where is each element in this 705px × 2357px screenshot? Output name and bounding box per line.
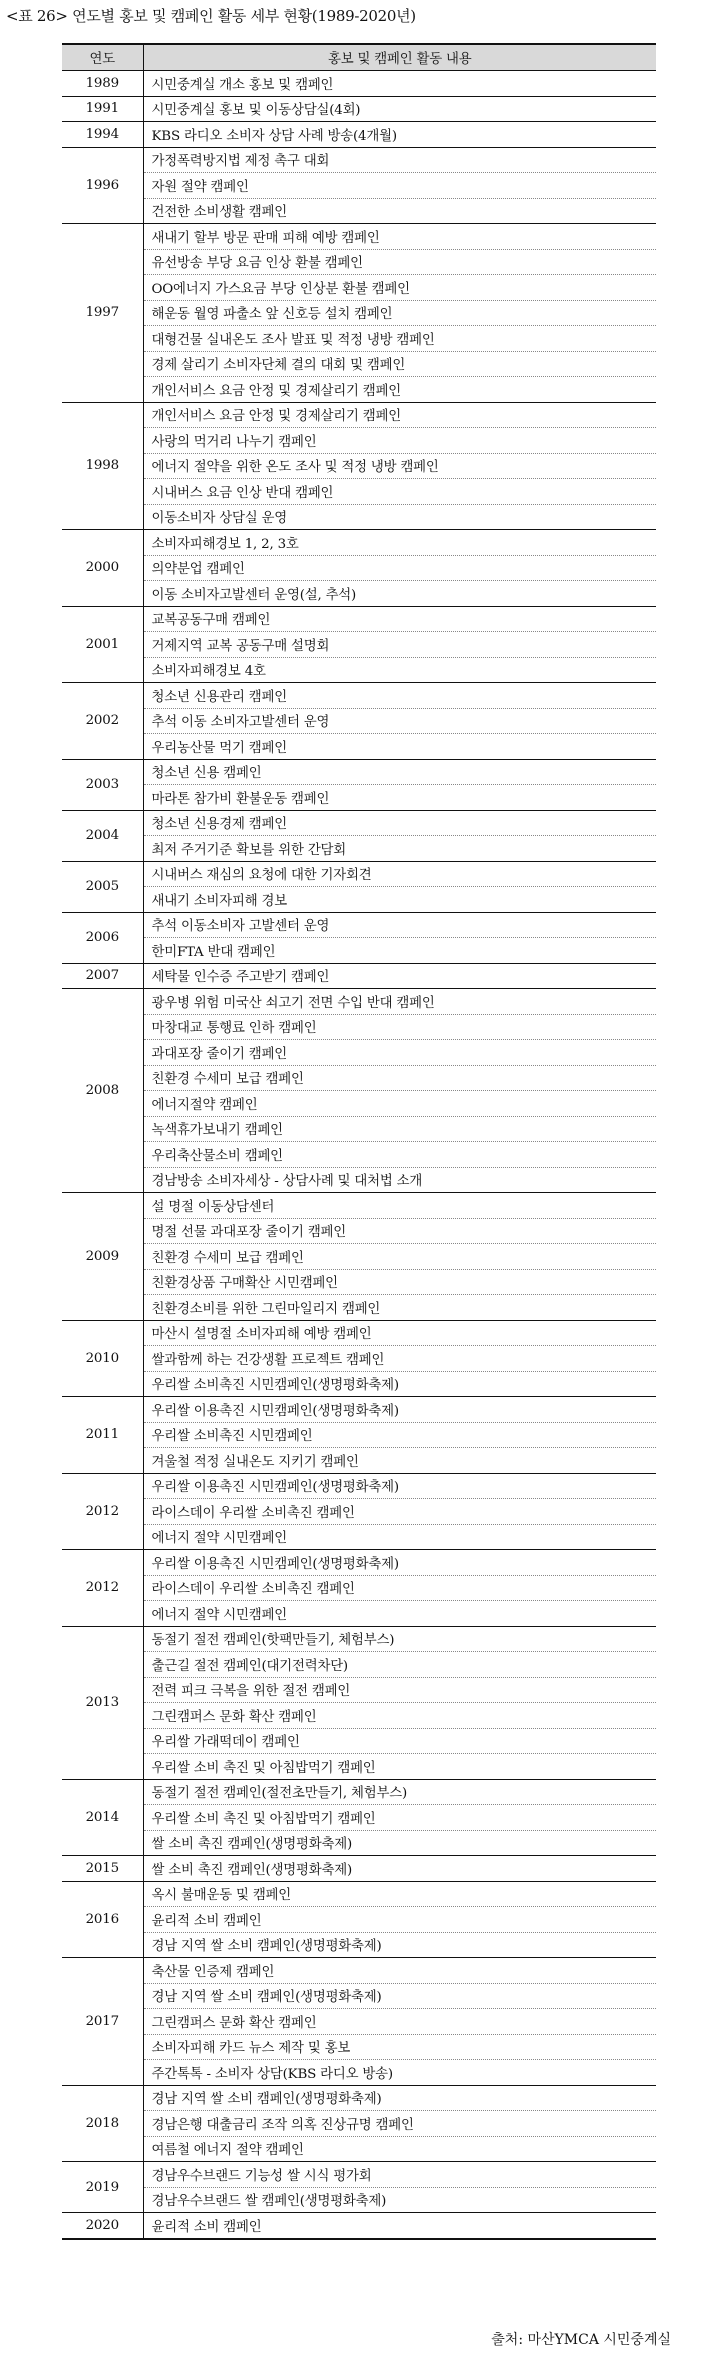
activity-cell: 경제 살리기 소비자단체 결의 대회 및 캠페인 [143, 351, 656, 377]
activity-cell: 녹색휴가보내기 캠페인 [143, 1116, 656, 1142]
table-row [62, 2060, 656, 2086]
activity-cell: 우리쌀 소비촉진 시민캠페인 [143, 1422, 656, 1448]
table-row [62, 1422, 656, 1448]
year-cell: 1996 [62, 147, 143, 224]
activity-cell: 거제지역 교복 공동구매 설명회 [143, 632, 656, 658]
table-row [62, 1473, 656, 1499]
table-row [62, 326, 656, 352]
activity-cell: 건전한 소비생활 캠페인 [143, 198, 656, 224]
table-row [62, 989, 656, 1015]
activity-cell: 경남방송 소비자세상 - 상담사례 및 대처법 소개 [143, 1167, 656, 1193]
year-cell: 1998 [62, 402, 143, 530]
table-row [62, 96, 656, 122]
activity-cell: 대형건물 실내온도 조사 발표 및 적정 냉방 캠페인 [143, 326, 656, 352]
year-cell: 1997 [62, 224, 143, 403]
table-row [62, 2213, 656, 2239]
table-row [62, 402, 656, 428]
activity-cell: 주간톡톡 - 소비자 상담(KBS 라디오 방송) [143, 2060, 656, 2086]
year-cell: 2016 [62, 1881, 143, 1958]
table-row [62, 1907, 656, 1933]
activity-cell: 우리축산물소비 캠페인 [143, 1142, 656, 1168]
table-row [62, 2111, 656, 2137]
table-row [62, 1397, 656, 1423]
table-row [62, 300, 656, 326]
table-row [62, 734, 656, 760]
activity-cell: 유선방송 부당 요금 인상 환불 캠페인 [143, 249, 656, 275]
activity-cell: 마산시 설명절 소비자피해 예방 캠페인 [143, 1320, 656, 1346]
activity-cell: 그린캠퍼스 문화 확산 캠페인 [143, 2009, 656, 2035]
year-cell: 2017 [62, 1958, 143, 2086]
activity-cell: 출근길 절전 캠페인(대기전력차단) [143, 1652, 656, 1678]
activity-cell: 우리농산물 먹기 캠페인 [143, 734, 656, 760]
table-row [62, 1550, 656, 1576]
year-cell: 2009 [62, 1193, 143, 1321]
activity-cell: 최저 주거기준 확보를 위한 간담회 [143, 836, 656, 862]
table-row [62, 1167, 656, 1193]
table-row [62, 1346, 656, 1372]
table-row [62, 963, 656, 989]
activity-cell: 윤리적 소비 캠페인 [143, 2213, 656, 2239]
table-row [62, 428, 656, 454]
table-row [62, 1932, 656, 1958]
table-row [62, 632, 656, 658]
table-row [62, 1575, 656, 1601]
activity-cell: 여름철 에너지 절약 캠페인 [143, 2136, 656, 2162]
activity-cell: 경남은행 대출금리 조작 의혹 진상규명 캠페인 [143, 2111, 656, 2137]
table-row [62, 2034, 656, 2060]
table-row [62, 1499, 656, 1525]
activity-cell: 그린캠퍼스 문화 확산 캠페인 [143, 1703, 656, 1729]
activity-cell: 친환경 수세미 보급 캠페인 [143, 1065, 656, 1091]
table-row [62, 1881, 656, 1907]
table-row [62, 2009, 656, 2035]
table-row [62, 1677, 656, 1703]
table-row [62, 1142, 656, 1168]
table-row [62, 1626, 656, 1652]
table-row [62, 2162, 656, 2188]
year-cell: 2011 [62, 1397, 143, 1474]
table-row [62, 836, 656, 862]
activity-cell: 시민중계실 홍보 및 이동상담실(4회) [143, 96, 656, 122]
table-row [62, 504, 656, 530]
table-row [62, 2187, 656, 2213]
activity-cell: 청소년 신용 캠페인 [143, 759, 656, 785]
year-cell: 2018 [62, 2085, 143, 2162]
table-row [62, 275, 656, 301]
year-cell: 2010 [62, 1320, 143, 1397]
table-row [62, 351, 656, 377]
table-row [62, 2085, 656, 2111]
activity-cell: 청소년 신용관리 캠페인 [143, 683, 656, 709]
year-cell: 2001 [62, 606, 143, 683]
activity-cell: 마창대교 통행료 인하 캠페인 [143, 1014, 656, 1040]
year-cell: 1991 [62, 96, 143, 122]
table-row [62, 1524, 656, 1550]
activity-cell: 라이스데이 우리쌀 소비촉진 캠페인 [143, 1575, 656, 1601]
activity-cell: 추석 이동소비자 고발센터 운영 [143, 912, 656, 938]
activity-column-header: 홍보 및 캠페인 활동 내용 [143, 44, 656, 71]
table-row [62, 606, 656, 632]
table-row [62, 1601, 656, 1627]
table-row [62, 759, 656, 785]
table-row [62, 173, 656, 199]
year-cell: 2003 [62, 759, 143, 810]
table-row [62, 1652, 656, 1678]
activity-cell: 새내기 할부 방문 판매 피해 예방 캠페인 [143, 224, 656, 250]
activity-cell: 청소년 신용경제 캠페인 [143, 810, 656, 836]
table-row [62, 581, 656, 607]
activity-cell: 해운동 월영 파출소 앞 신호등 설치 캠페인 [143, 300, 656, 326]
table-row [62, 1040, 656, 1066]
table-row [62, 938, 656, 964]
activity-cell: 마라톤 참가비 환불운동 캠페인 [143, 785, 656, 811]
table-row [62, 479, 656, 505]
activity-cell: 새내기 소비자피해 경보 [143, 887, 656, 913]
table-row [62, 530, 656, 556]
activity-cell: 개인서비스 요금 안정 및 경제살리기 캠페인 [143, 377, 656, 403]
activity-cell: 우리쌀 이용촉진 시민캠페인(생명평화축제) [143, 1550, 656, 1576]
activity-cell: 시민중계실 개소 홍보 및 캠페인 [143, 71, 656, 97]
activity-cell: 경남 지역 쌀 소비 캠페인(생명평화축제) [143, 2085, 656, 2111]
table-row [62, 453, 656, 479]
table-row [62, 1958, 656, 1984]
activity-cell: 전력 피크 극복을 위한 절전 캠페인 [143, 1677, 656, 1703]
activity-cell: 소비자피해경보 1, 2, 3호 [143, 530, 656, 556]
activity-cell: 우리쌀 가래떡데이 캠페인 [143, 1728, 656, 1754]
activity-cell: 광우병 위험 미국산 쇠고기 전면 수입 반대 캠페인 [143, 989, 656, 1015]
activity-cell: 겨울철 적정 실내온도 지키기 캠페인 [143, 1448, 656, 1474]
activity-cell: 친환경소비를 위한 그린마일리지 캠페인 [143, 1295, 656, 1321]
table-row [62, 1371, 656, 1397]
table-row [62, 71, 656, 97]
activity-cell: 쌀 소비 촉진 캠페인(생명평화축제) [143, 1830, 656, 1856]
activity-cell: 세탁물 인수증 주고받기 캠페인 [143, 963, 656, 989]
activity-cell: 교복공동구매 캠페인 [143, 606, 656, 632]
table-row [62, 555, 656, 581]
year-cell: 2006 [62, 912, 143, 963]
activity-table [62, 43, 656, 2240]
table-caption: <표 26> 연도별 홍보 및 캠페인 활동 세부 현황(1989-2020년) [6, 7, 416, 25]
year-cell: 2012 [62, 1473, 143, 1550]
activity-cell: 사랑의 먹거리 나누기 캠페인 [143, 428, 656, 454]
activity-cell: 소비자피해 카드 뉴스 제작 및 홍보 [143, 2034, 656, 2060]
table-row [62, 249, 656, 275]
table-row [62, 1983, 656, 2009]
year-cell: 2007 [62, 963, 143, 989]
year-cell: 2000 [62, 530, 143, 607]
activity-cell: 옥시 불매운동 및 캠페인 [143, 1881, 656, 1907]
table-row [62, 657, 656, 683]
activity-cell: 라이스데이 우리쌀 소비촉진 캠페인 [143, 1499, 656, 1525]
table-row [62, 147, 656, 173]
activity-cell: 경남우수브랜드 기능성 쌀 시식 평가회 [143, 2162, 656, 2188]
table-row [62, 785, 656, 811]
activity-cell: 개인서비스 요금 안정 및 경제살리기 캠페인 [143, 402, 656, 428]
year-cell: 2002 [62, 683, 143, 760]
table-row [62, 377, 656, 403]
activity-cell: 한미FTA 반대 캠페인 [143, 938, 656, 964]
activity-cell: 에너지 절약을 위한 온도 조사 및 적정 냉방 캠페인 [143, 453, 656, 479]
year-cell: 2004 [62, 810, 143, 861]
activity-cell: 우리쌀 이용촉진 시민캠페인(생명평화축제) [143, 1397, 656, 1423]
table-row [62, 1728, 656, 1754]
activity-cell: 의약분업 캠페인 [143, 555, 656, 581]
table-row [62, 1754, 656, 1780]
table-row [62, 683, 656, 709]
year-cell: 1994 [62, 122, 143, 148]
table-row [62, 1779, 656, 1805]
activity-cell: 시내버스 요금 인상 반대 캠페인 [143, 479, 656, 505]
table-body [62, 71, 656, 2239]
table-row [62, 2136, 656, 2162]
table-row [62, 122, 656, 148]
table-row [62, 1448, 656, 1474]
table-row [62, 1193, 656, 1219]
activity-cell: 우리쌀 소비촉진 시민캠페인(생명평화축제) [143, 1371, 656, 1397]
year-cell: 2013 [62, 1626, 143, 1779]
table-row [62, 224, 656, 250]
activity-cell: 축산물 인증제 캠페인 [143, 1958, 656, 1984]
activity-cell: KBS 라디오 소비자 상담 사례 방송(4개월) [143, 122, 656, 148]
table-row [62, 1830, 656, 1856]
table-row [62, 912, 656, 938]
table-row [62, 1320, 656, 1346]
activity-cell: 추석 이동 소비자고발센터 운영 [143, 708, 656, 734]
activity-cell: 윤리적 소비 캠페인 [143, 1907, 656, 1933]
table-row [62, 1269, 656, 1295]
table-row [62, 861, 656, 887]
year-cell: 2008 [62, 989, 143, 1193]
year-cell: 2005 [62, 861, 143, 912]
year-cell: 2019 [62, 2162, 143, 2213]
activity-cell: 쌀과함께 하는 건강생활 프로젝트 캠페인 [143, 1346, 656, 1372]
activity-cell: 과대포장 줄이기 캠페인 [143, 1040, 656, 1066]
activity-cell: 쌀 소비 촉진 캠페인(생명평화축제) [143, 1856, 656, 1882]
table-row [62, 1703, 656, 1729]
table-row [62, 887, 656, 913]
table-row [62, 1014, 656, 1040]
activity-cell: 이동소비자 상담실 운영 [143, 504, 656, 530]
activity-cell: 동절기 절전 캠페인(핫팩만들기, 체험부스) [143, 1626, 656, 1652]
table-header-row [62, 44, 656, 71]
table-row [62, 1065, 656, 1091]
table-row [62, 1091, 656, 1117]
activity-cell: 경남 지역 쌀 소비 캠페인(생명평화축제) [143, 1983, 656, 2009]
table-row [62, 1295, 656, 1321]
activity-cell: 에너지 절약 시민캠페인 [143, 1524, 656, 1550]
activity-cell: 에너지 절약 시민캠페인 [143, 1601, 656, 1627]
activity-cell: OO에너지 가스요금 부당 인상분 환불 캠페인 [143, 275, 656, 301]
year-cell: 1989 [62, 71, 143, 97]
table-row [62, 1244, 656, 1270]
table-row [62, 198, 656, 224]
activity-cell: 친환경상품 구매확산 시민캠페인 [143, 1269, 656, 1295]
activity-cell: 이동 소비자고발센터 운영(설, 추석) [143, 581, 656, 607]
table-row [62, 1218, 656, 1244]
activity-cell: 시내버스 재심의 요청에 대한 기자회견 [143, 861, 656, 887]
activity-cell: 경남 지역 쌀 소비 캠페인(생명평화축제) [143, 1932, 656, 1958]
activity-cell: 우리쌀 이용촉진 시민캠페인(생명평화축제) [143, 1473, 656, 1499]
activity-cell: 에너지절약 캠페인 [143, 1091, 656, 1117]
table-row [62, 810, 656, 836]
activity-cell: 동절기 절전 캠페인(절전초만들기, 체험부스) [143, 1779, 656, 1805]
table-row [62, 708, 656, 734]
table-row [62, 1856, 656, 1882]
activity-cell: 명절 선물 과대포장 줄이기 캠페인 [143, 1218, 656, 1244]
table-row [62, 1116, 656, 1142]
year-cell: 2012 [62, 1550, 143, 1627]
activity-cell: 소비자피해경보 4호 [143, 657, 656, 683]
activity-cell: 설 명절 이동상담센터 [143, 1193, 656, 1219]
year-cell: 2014 [62, 1779, 143, 1856]
source-note: 출처: 마산YMCA 시민중계실 [491, 2332, 671, 2348]
table-row [62, 1805, 656, 1831]
activity-cell: 우리쌀 소비 촉진 및 아침밥먹기 캠페인 [143, 1805, 656, 1831]
year-cell: 2020 [62, 2213, 143, 2239]
activity-cell: 우리쌀 소비 촉진 및 아침밥먹기 캠페인 [143, 1754, 656, 1780]
activity-cell: 경남우수브랜드 쌀 캠페인(생명평화축제) [143, 2187, 656, 2213]
activity-cell: 자원 절약 캠페인 [143, 173, 656, 199]
activity-cell: 친환경 수세미 보급 캠페인 [143, 1244, 656, 1270]
year-cell: 2015 [62, 1856, 143, 1882]
year-column-header: 연도 [62, 44, 143, 71]
activity-cell: 가정폭력방지법 제정 촉구 대회 [143, 147, 656, 173]
